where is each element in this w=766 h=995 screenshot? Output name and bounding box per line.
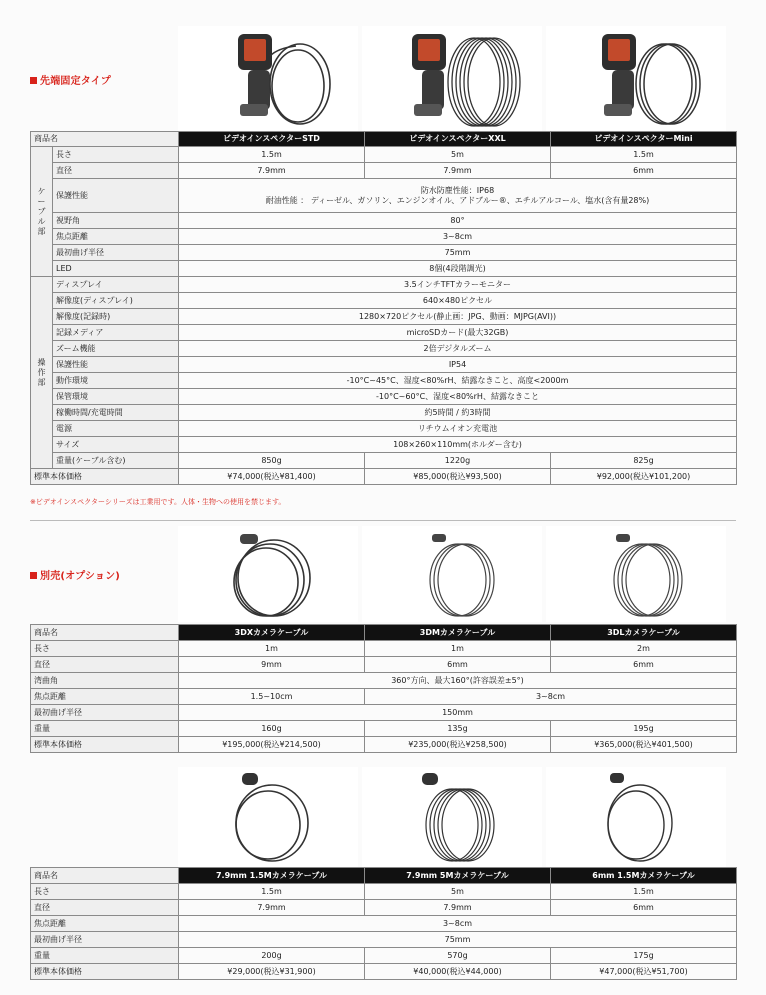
cell: 108×260×110mm(ホルダー含む) bbox=[179, 437, 737, 453]
cell: 175g bbox=[551, 948, 737, 964]
header-6-15m: 6mm 1.5Mカメラケーブル bbox=[551, 868, 737, 884]
cell: 850g bbox=[179, 453, 365, 469]
row-label: 保護性能 bbox=[53, 179, 179, 213]
table-row bbox=[31, 245, 737, 261]
header-label: 商品名 bbox=[31, 132, 179, 147]
cell: ¥47,000(税込¥51,700) bbox=[551, 964, 737, 980]
row-label: 最初曲げ半径 bbox=[31, 705, 179, 721]
table-row bbox=[31, 213, 737, 229]
row-label: 重量 bbox=[31, 948, 179, 964]
product-image-3dl bbox=[546, 526, 726, 622]
cell: ¥365,000(税込¥401,500) bbox=[551, 737, 737, 753]
row-label: 保護性能 bbox=[53, 357, 179, 373]
table-row bbox=[31, 625, 737, 641]
cell: IP54 bbox=[179, 357, 737, 373]
spec-table-fixed-tip bbox=[30, 131, 737, 485]
row-label: ディスプレイ bbox=[53, 277, 179, 293]
cell: 135g bbox=[365, 721, 551, 737]
row-label: 記録メディア bbox=[53, 325, 179, 341]
cell: 6mm bbox=[551, 657, 737, 673]
table-row bbox=[31, 721, 737, 737]
row-label: 解像度(ディスプレイ) bbox=[53, 293, 179, 309]
table-row bbox=[31, 309, 737, 325]
table-row bbox=[31, 453, 737, 469]
header-3dx: 3DXカメラケーブル bbox=[179, 625, 365, 641]
product-image-6-15m bbox=[546, 767, 726, 867]
cell: 6mm bbox=[551, 900, 737, 916]
header-3dm: 3DMカメラケーブル bbox=[365, 625, 551, 641]
header-3dl: 3DLカメラケーブル bbox=[551, 625, 737, 641]
cell: 7.9mm bbox=[365, 163, 551, 179]
table-row bbox=[31, 657, 737, 673]
section-title-options: 別売(オプション) bbox=[30, 567, 120, 582]
cell: ¥74,000(税込¥81,400) bbox=[179, 469, 365, 485]
table-row bbox=[31, 373, 737, 389]
table-row bbox=[31, 179, 737, 213]
spec-table-camera-cables bbox=[30, 867, 737, 980]
cell: 1m bbox=[365, 641, 551, 657]
cell: 1220g bbox=[365, 453, 551, 469]
row-label: 視野角 bbox=[53, 213, 179, 229]
table-row bbox=[31, 341, 737, 357]
table-row bbox=[31, 389, 737, 405]
table-row bbox=[31, 737, 737, 753]
header-label: 商品名 bbox=[31, 625, 179, 641]
header-79-5m: 7.9mm 5Mカメラケーブル bbox=[365, 868, 551, 884]
cell: ¥235,000(税込¥258,500) bbox=[365, 737, 551, 753]
row-label: 保管環境 bbox=[53, 389, 179, 405]
cell: 1m bbox=[179, 641, 365, 657]
cell: 1.5m bbox=[179, 884, 365, 900]
cell: 1.5~10cm bbox=[179, 689, 365, 705]
cell: 2m bbox=[551, 641, 737, 657]
table-row bbox=[31, 641, 737, 657]
row-label: 長さ bbox=[31, 884, 179, 900]
table-row bbox=[31, 705, 737, 721]
row-label: 標準本体価格 bbox=[31, 737, 179, 753]
row-label: 焦点距離 bbox=[31, 689, 179, 705]
row-label: LED bbox=[53, 261, 179, 277]
cell: 8個(4段階調光) bbox=[179, 261, 737, 277]
protection-line-2: 耐油性能 ： ディーゼル、ガソリン、エンジンオイル、アドブルー®、エチルアルコール、塩水(含有量28%) bbox=[265, 195, 650, 205]
cell: 2倍デジタルズーム bbox=[179, 341, 737, 357]
table-row bbox=[31, 132, 737, 147]
product-image-xxl bbox=[362, 26, 542, 131]
cell: 3~8cm bbox=[365, 689, 737, 705]
cell: 195g bbox=[551, 721, 737, 737]
product-image-mini bbox=[546, 26, 726, 131]
cell: microSDカード(最大32GB) bbox=[179, 325, 737, 341]
table-row bbox=[31, 357, 737, 373]
row-label: 解像度(記録時) bbox=[53, 309, 179, 325]
section-title-fixed-tip: 先端固定タイプ bbox=[30, 72, 111, 87]
table-row bbox=[31, 884, 737, 900]
row-label: 直径 bbox=[31, 900, 179, 916]
table-row bbox=[31, 293, 737, 309]
header-79-15m: 7.9mm 1.5Mカメラケーブル bbox=[179, 868, 365, 884]
row-label: 焦点距離 bbox=[31, 916, 179, 932]
cell: 約5時間 / 約3時間 bbox=[179, 405, 737, 421]
row-label: 焦点距離 bbox=[53, 229, 179, 245]
row-label: 動作環境 bbox=[53, 373, 179, 389]
cell: ¥40,000(税込¥44,000) bbox=[365, 964, 551, 980]
cell: 9mm bbox=[179, 657, 365, 673]
row-label: 重量 bbox=[31, 721, 179, 737]
table-row bbox=[31, 229, 737, 245]
protection-line-1: 防水防塵性能：IP68 bbox=[420, 186, 495, 196]
row-label: 電源 bbox=[53, 421, 179, 437]
cell: ¥29,000(税込¥31,900) bbox=[179, 964, 365, 980]
header-mini: ビデオインスペクターMini bbox=[551, 132, 737, 147]
table-row bbox=[31, 261, 737, 277]
table-row bbox=[31, 900, 737, 916]
row-label: 直径 bbox=[31, 657, 179, 673]
table-row bbox=[31, 405, 737, 421]
cell: -10°C~45°C、湿度<80%rH、結露なきこと、高度<2000m bbox=[179, 373, 737, 389]
cell: 3~8cm bbox=[179, 916, 737, 932]
product-image-3dx bbox=[178, 526, 358, 622]
cell: 3.5インチTFTカラーモニター bbox=[179, 277, 737, 293]
cell: 160g bbox=[179, 721, 365, 737]
table-row bbox=[31, 868, 737, 884]
row-label: 標準本体価格 bbox=[31, 469, 179, 485]
cell: 570g bbox=[365, 948, 551, 964]
row-label: 直径 bbox=[53, 163, 179, 179]
row-label: ズーム機能 bbox=[53, 341, 179, 357]
header-xxl: ビデオインスペクターXXL bbox=[365, 132, 551, 147]
cell: 1.5m bbox=[551, 884, 737, 900]
cell: 5m bbox=[365, 147, 551, 163]
cell: ¥85,000(税込¥93,500) bbox=[365, 469, 551, 485]
cell: 825g bbox=[551, 453, 737, 469]
row-label: 標準本体価格 bbox=[31, 964, 179, 980]
table-row bbox=[31, 673, 737, 689]
group-cable: ケーブル部 bbox=[31, 147, 53, 277]
cell: 360°方向、最大160°(許容誤差±5°) bbox=[179, 673, 737, 689]
table-row bbox=[31, 163, 737, 179]
cell: 7.9mm bbox=[179, 900, 365, 916]
product-image-std bbox=[178, 26, 358, 131]
row-label: 長さ bbox=[31, 641, 179, 657]
cell: 80° bbox=[179, 213, 737, 229]
cell: リチウムイオン充電池 bbox=[179, 421, 737, 437]
cell: 1.5m bbox=[179, 147, 365, 163]
cell bbox=[179, 179, 737, 213]
cell: 75mm bbox=[179, 245, 737, 261]
cell: 1.5m bbox=[551, 147, 737, 163]
row-label: 湾曲角 bbox=[31, 673, 179, 689]
table-row bbox=[31, 147, 737, 163]
table-row bbox=[31, 277, 737, 293]
row-label: 最初曲げ半径 bbox=[53, 245, 179, 261]
row-label: 長さ bbox=[53, 147, 179, 163]
header-std: ビデオインスペクターSTD bbox=[179, 132, 365, 147]
cell: 3~8cm bbox=[179, 229, 737, 245]
usage-note: ※ビデオインスペクターシリーズは工業用です。人体・生物への使用を禁じます。 bbox=[30, 498, 286, 506]
product-image-79-5m bbox=[362, 767, 542, 867]
cell: 7.9mm bbox=[179, 163, 365, 179]
table-row bbox=[31, 325, 737, 341]
table-row bbox=[31, 916, 737, 932]
cell: 75mm bbox=[179, 932, 737, 948]
section-divider bbox=[30, 520, 736, 521]
row-label: 最初曲げ半径 bbox=[31, 932, 179, 948]
product-image-79-15m bbox=[178, 767, 358, 867]
row-label: 稼働時間/充電時間 bbox=[53, 405, 179, 421]
cell: -10°C~60°C、湿度<80%rH、結露なきこと bbox=[179, 389, 737, 405]
table-row bbox=[31, 948, 737, 964]
row-label: 重量(ケーブル含む) bbox=[53, 453, 179, 469]
product-image-3dm bbox=[362, 526, 542, 622]
table-row bbox=[31, 932, 737, 948]
table-row bbox=[31, 469, 737, 485]
cell: 1280×720ピクセル(静止画：JPG、動画：MJPG(AVI)) bbox=[179, 309, 737, 325]
cell: 7.9mm bbox=[365, 900, 551, 916]
table-row bbox=[31, 421, 737, 437]
group-operation: 操作部 bbox=[31, 277, 53, 469]
cell: ¥195,000(税込¥214,500) bbox=[179, 737, 365, 753]
spec-table-options bbox=[30, 624, 737, 753]
cell: 150mm bbox=[179, 705, 737, 721]
table-row bbox=[31, 689, 737, 705]
cell: 6mm bbox=[365, 657, 551, 673]
table-row bbox=[31, 437, 737, 453]
table-row bbox=[31, 964, 737, 980]
cell: 5m bbox=[365, 884, 551, 900]
cell: 200g bbox=[179, 948, 365, 964]
cell: ¥92,000(税込¥101,200) bbox=[551, 469, 737, 485]
header-label: 商品名 bbox=[31, 868, 179, 884]
cell: 640×480ピクセル bbox=[179, 293, 737, 309]
cell: 6mm bbox=[551, 163, 737, 179]
row-label: サイズ bbox=[53, 437, 179, 453]
